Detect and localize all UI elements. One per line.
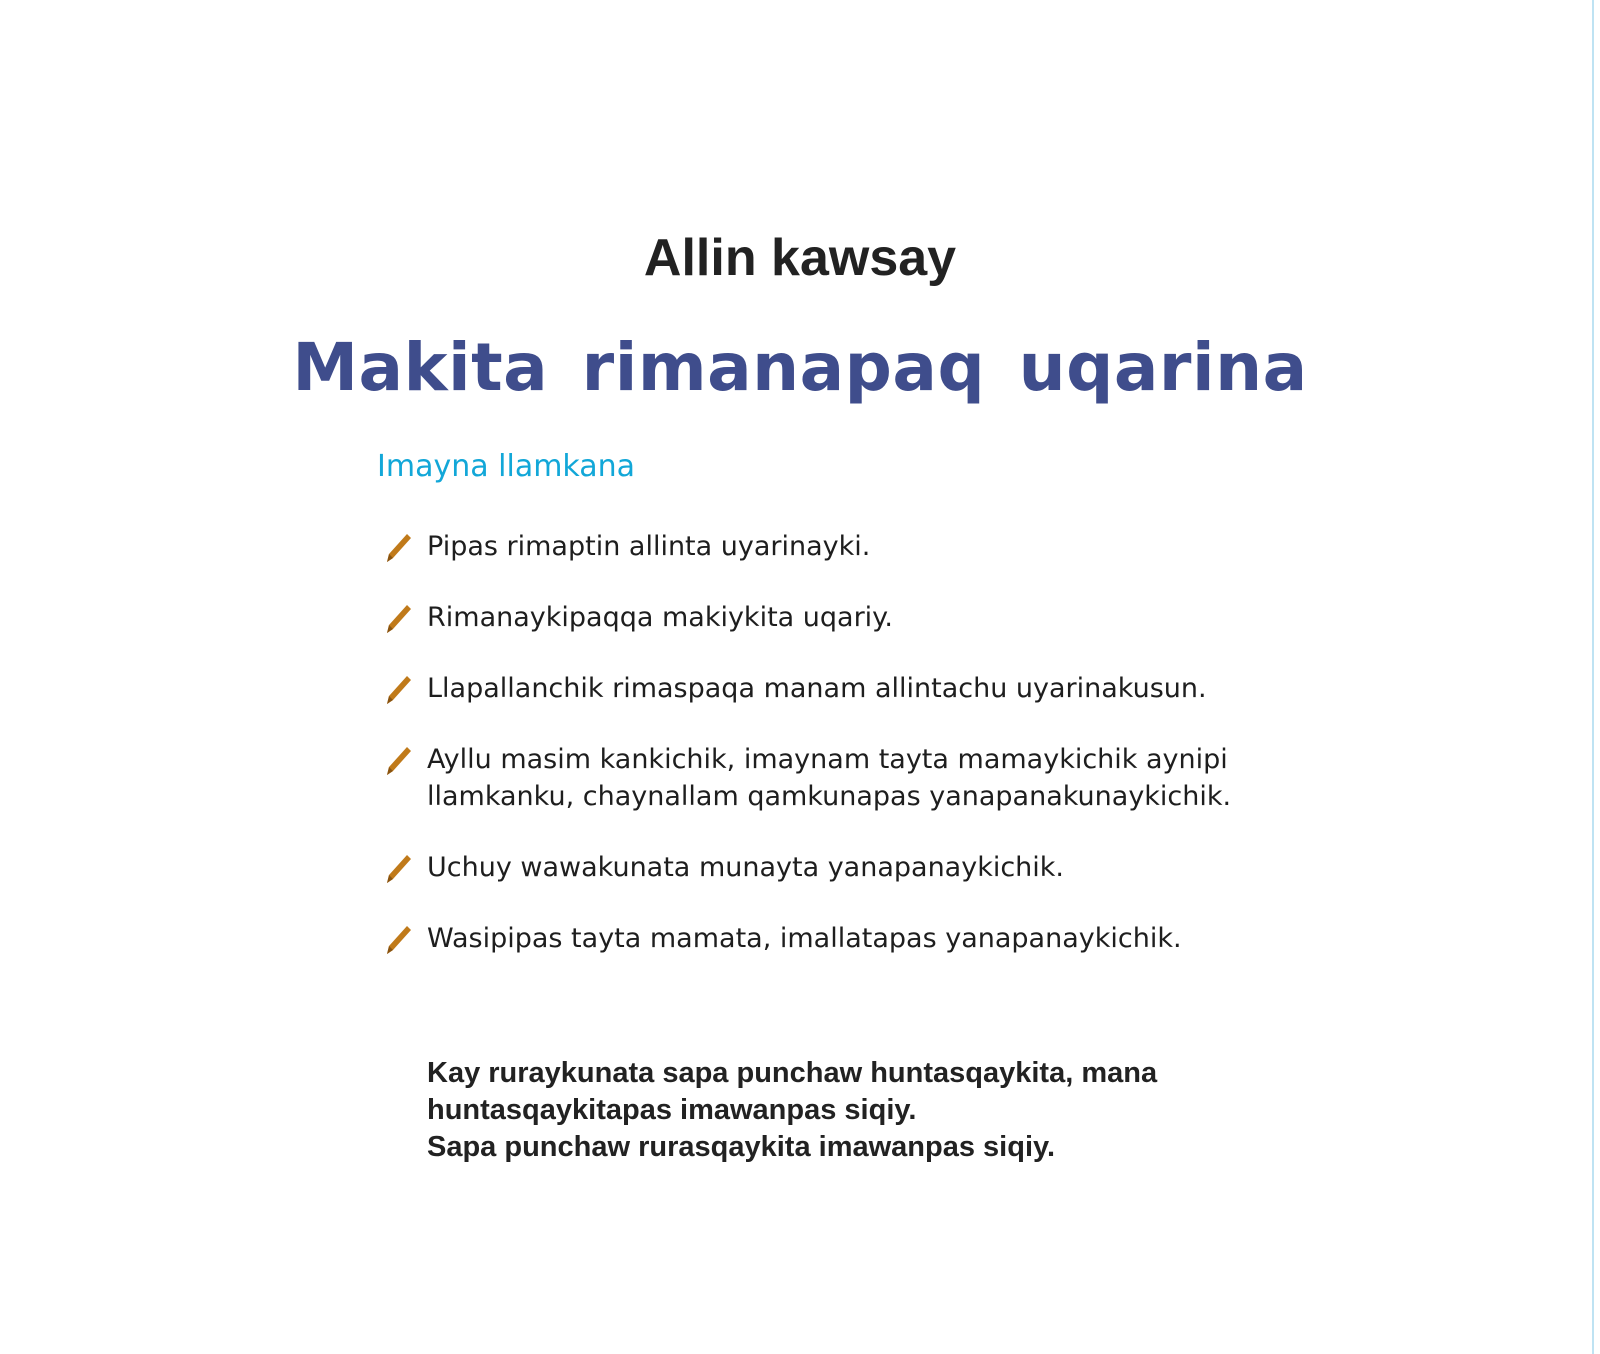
closing-line-2: Sapa punchaw rurasqaykita imawanpas siqiy. <box>427 1131 1056 1163</box>
pencil-icon <box>383 601 413 635</box>
section-subheading: Imayna llamkana <box>377 449 636 484</box>
tip-text: Uchuy wawakunata munayta yanapanaykichik. <box>427 852 1065 883</box>
tips-list <box>383 528 1383 991</box>
pencil-icon <box>383 922 413 956</box>
pencil-icon <box>383 530 413 564</box>
page-header-title: Allin kawsay <box>643 229 957 287</box>
page-title: Makita rimanapaq uqarina <box>292 329 1308 406</box>
list-item <box>383 741 1383 815</box>
tip-text: Rimanaykipaqqa makiykita uqariy. <box>427 602 893 633</box>
page-edge-line <box>1592 0 1594 1354</box>
tip-text: Llapallanchik rimaspaqa manam allintachu uyarinakusun. <box>427 673 1207 704</box>
tip-text: Pipas rimaptin allinta uyarinayki. <box>427 531 871 562</box>
pencil-icon <box>383 672 413 706</box>
list-item <box>383 599 1383 636</box>
pencil-icon <box>383 851 413 885</box>
tip-text: Wasipipas tayta mamata, imallatapas yanapanaykichik. <box>427 923 1182 954</box>
pencil-icon <box>383 743 413 777</box>
closing-line-1: Kay ruraykunata sapa punchaw huntasqaykita, mana huntasqaykitapas imawanpas siqiy. <box>427 1057 1158 1126</box>
list-item <box>383 920 1383 957</box>
closing-instructions <box>427 1055 1307 1166</box>
tip-text: Ayllu masim kankichik, imaynam tayta mamaykichik aynipi llamkanku, chaynallam qamkunapas yanapanakunaykichik. <box>427 744 1232 812</box>
list-item <box>383 849 1383 886</box>
list-item <box>383 670 1383 707</box>
list-item <box>383 528 1383 565</box>
